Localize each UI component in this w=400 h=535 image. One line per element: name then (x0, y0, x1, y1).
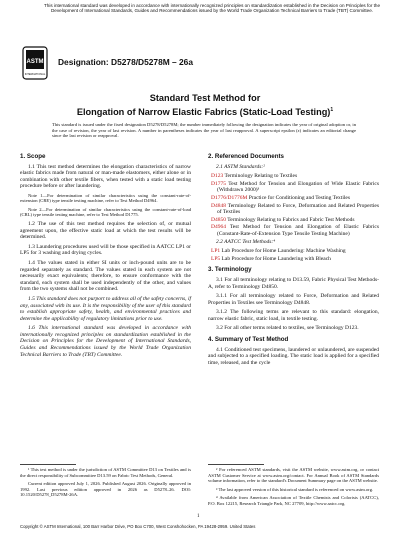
reference-link[interactable]: D4850 (211, 216, 226, 223)
reference-link[interactable]: D1776/D1776M (211, 194, 248, 201)
copyright-footer: Copyright © ASTM International, 100 Barr Harbor Drive, PO Box C700, West Conshohocken, PA 19428-2959. United States (20, 524, 256, 529)
astm-logo (22, 46, 48, 80)
document-title (40, 93, 370, 118)
reference-item: D1776/D1776M Practice for Conditioning and Testing Textiles (211, 194, 350, 201)
reference-item: D123 Terminology Relating to Textiles (211, 173, 298, 180)
para-3-1-2: 3.1.2 The following terms are relevant to this standard: elongation, narrow elastic fabric, static load, in textile testing. (208, 309, 379, 322)
page-number: 1 (197, 514, 200, 519)
footnote-divider-right (208, 464, 264, 465)
scope-heading: 1. Scope (20, 153, 46, 160)
reference-link[interactable]: LP5 (211, 255, 221, 262)
reference-item: D4964 Test Method for Tension and Elongation of Elastic Fabrics (Constant-Rate-of-Extension Type Tensile Testing Machine) (211, 224, 379, 237)
para-1-2: 1.2 The use of this test method requires the selection of, or mutual agreement upon, the effective static load at which the test results will be determined. (20, 220, 191, 241)
left-column (20, 152, 191, 361)
reference-link[interactable]: D4964 (211, 224, 226, 231)
notice-banner: This international standard was developed in accordance with internationally recognized principles on standardization established in the Decision on Principles for the Development of International Standards, Guides and Recommendations issued by the World Trade Organization Technical Barriers to Trade (TBT) Committee. (43, 3, 381, 14)
para-2-1: 2.1 ASTM Standards:² (216, 163, 265, 170)
para-2-2: 2.2 AATCC Test Methods:⁴ (216, 238, 276, 245)
footnotes-left (20, 467, 191, 501)
note-1: Note 1—For determination of similar characteristics using the constant-rate-of-extension (CRE) type tensile testing machine, refer to Test Method D4964. (20, 192, 191, 204)
reference-item: LP1 Lab Procedure for Home Laundering: Machine Washing (211, 248, 346, 255)
title-line-2: Elongation of Narrow Elastic Fabrics (Static-Load Testing)$^1$ (76, 106, 334, 117)
astm-reference-list (208, 173, 379, 237)
svg-text:ASTM: ASTM (26, 59, 44, 65)
para-3-2: 3.2 For all other terms related to textiles, see Terminology D123. (216, 325, 359, 332)
para-1-6: 1.6 This international standard was developed in accordance with internationally recognized principles on standardization established in the Decision on Principles for the Development of International Standards, Guides and Recommendations issued by the World Trade Organization Technical Barriers to Trade (TBT) Committee. (20, 325, 191, 358)
reference-link[interactable]: D4848 (211, 202, 226, 209)
footnote-1: ¹ This test method is under the jurisdiction of ASTM Committee D13 on Textiles and is the direct responsibility of Subcommittee D13.59 on Fabric Test Methods, General. (20, 467, 191, 478)
designation: Designation: D5278/D5278M – 26a (58, 57, 193, 67)
para-4-1: 4.1 Conditioned test specimens, laundered or unlaundered, are suspended and subjected to a specified loading. The static load is applied for a specified time, released, and the cycle (208, 346, 379, 366)
standard-note: This standard is issued under the fixed designation D5278/D5278M; the number immediately following the designation indicates the year of original adoption or, in the case of revision, the year of last revision. A number in parentheses indicates the year of last reapproval. A superscript epsilon (ε) indicates an editorial change since the last revision or reapproval. (52, 122, 356, 139)
footnote-edition: Current edition approved July 1, 2026. Published August 2026. Originally approved in 1992. Last previous edition approved in 2026 as D5278–26. DOI: 10.1520/D5278_D5278M-26A. (20, 481, 191, 497)
summary-heading: 4. Summary of Test Method (208, 336, 289, 344)
footnotes-right (208, 467, 379, 509)
para-3-1: 3.1 For all terminology relating to D13.59, Fabric Physical Test Methods-A, refer to Terminology D4850. (208, 276, 379, 290)
referenced-documents-heading: 2. Referenced Documents (208, 153, 284, 160)
reference-link[interactable]: D123 (211, 173, 224, 180)
footnote-divider-left (20, 464, 76, 465)
footnote-4: ⁴ Available from American Association of Textile Chemists and Colorists (AATCC), P.O. Box 12215, Research Triangle Park, NC 27709, http://www.aatcc.org. (208, 495, 379, 506)
reference-link[interactable]: D1775 (211, 180, 226, 187)
right-column (208, 152, 379, 369)
footnote-3: ³ The last approved version of this historical standard is referenced on www.astm.org. (216, 486, 374, 492)
reference-item: D4848 Terminology Related to Force, Deformation and Related Properties of Textiles (211, 202, 379, 216)
para-1-5: 1.5 This standard does not purport to address all of the safety concerns, if any, associated with its use. It is the responsibility of the user of this standard to establish appropriate safety, health, and environmental practices and determine the applicability of regulatory limitations prior to use. (20, 295, 191, 322)
para-3-1-1: 3.1.1 For all terminology related to Force, Deformation and Related Properties in Textiles see Terminology D4848. (208, 293, 379, 306)
svg-text:INTERNATIONAL: INTERNATIONAL (24, 73, 46, 76)
terminology-heading: 3. Terminology (208, 266, 252, 274)
title-line-1: Standard Test Method for (149, 93, 261, 103)
para-1-4: 1.4 The values stated in either SI units or inch-pound units are to be regarded separately as standard. The values stated in each system are not necessarily exact equivalents; therefore, to ensure conformance with the standard, each system shall be used independently of the other, and values from the two systems shall not be combined. (20, 259, 191, 293)
aatcc-reference-list (208, 248, 379, 262)
reference-item: LP5 Lab Procedure for Home Laundering with Bleach (211, 255, 331, 262)
reference-link[interactable]: LP1 (211, 248, 221, 255)
para-1-3: 1.3 Laundering procedures used will be those specified in AATCC LP1 or LP5 for 3 washing and drying cycles. (20, 243, 191, 257)
para-1-1: 1.1 This test method determines the elongation characteristics of narrow elastic fabrics made from natural or man-made elastomers, either alone or in combination with other textile fibers, when tested with a static load testing procedure before or after laundering. (20, 163, 191, 190)
reference-item: D1775 Test Method for Tension and Elongation of Wide Elastic Fabrics (Withdrawn 2000)³ (211, 180, 379, 194)
note-2: Note 2—For determination of similar characteristics using the constant-rate-of-load (CRL) type tensile testing machine, refer to Test Method D1775. (20, 206, 191, 218)
footnote-2: ² For referenced ASTM standards, visit the ASTM website, www.astm.org, or contact ASTM Customer Service at www.astm.org/contact. For Annual Book of ASTM Standards volume information, refer to the standard's Document Summary page on the ASTM website. (208, 467, 379, 483)
reference-item: D4850 Terminology Relating to Fabrics and Fabric Test Methods (211, 216, 355, 223)
